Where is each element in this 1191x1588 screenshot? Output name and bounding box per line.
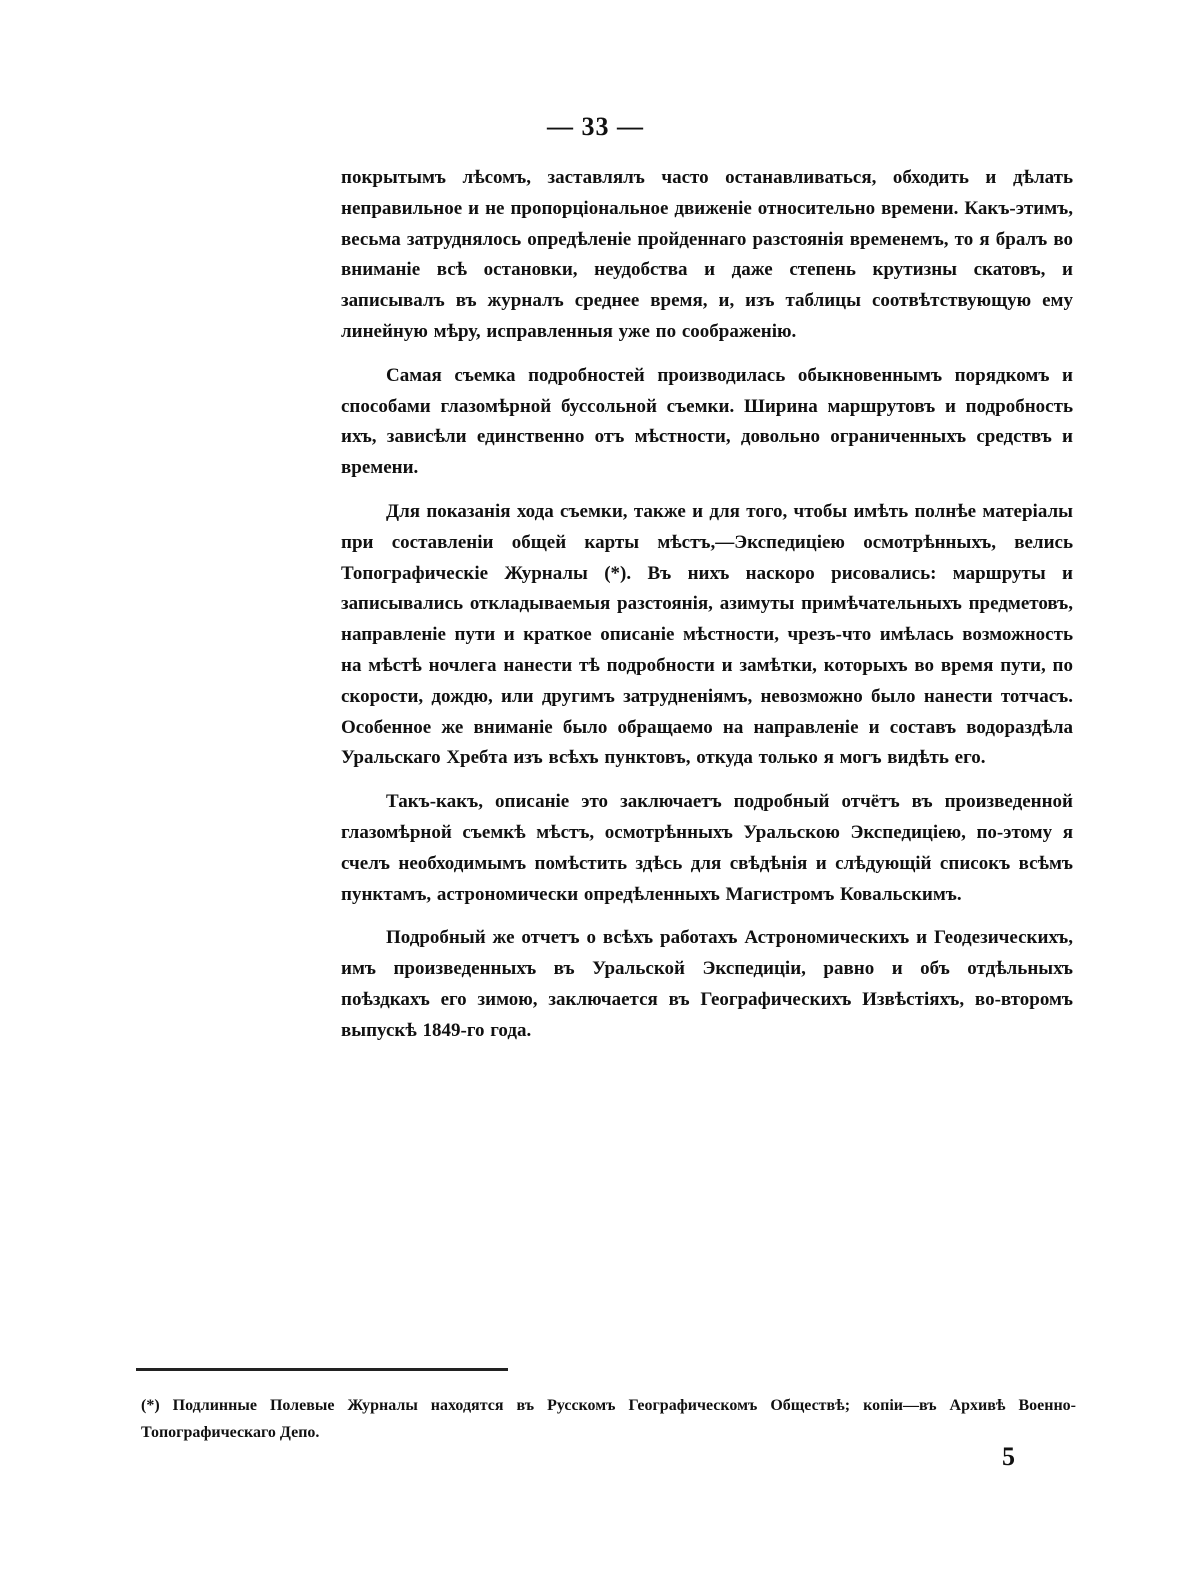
paragraph-survey-method: Самая съемка подробностей производилась обыкновеннымъ порядкомъ и способами глазомѣрной буссольной съемки. Ширина маршрутовъ и подробность ихъ, зависѣли единственно отъ мѣстности, довольно ограниченныхъ средствъ и времени. bbox=[341, 364, 1073, 479]
paragraph-astronomical-report: Подробный же отчетъ о всѣхъ работахъ Астрономическихъ и Геодезическихъ, имъ произведенныхъ въ Уральской Экспедиціи, равно и объ отдѣльныхъ поѣздкахъ его зимою, заключается въ Географическихъ Извѣстіяхъ, во-второмъ выпускѣ 1849-го года. bbox=[341, 927, 1073, 1041]
paragraph-continuation: покрытымъ лѣсомъ, заставлялъ часто останавливаться, обходить и дѣлать неправильное и не пропорціональное движеніе относительно времени. Какъ-этимъ, весьма затруднялось опредѣленіе пройденнаго разстоянія временемъ, то я бралъ во вниманіе всѣ остановки, неудобства и даже степень крутизны скатовъ, и записывалъ въ журналъ среднее время, и, изъ таблицы соотвѣтствующую ему линейную мѣру, исправленныя уже по соображенію. bbox=[341, 167, 1073, 342]
paragraph-topographic-journals: Для показанія хода съемки, также и для того, чтобы имѣть полнѣе матеріалы при составленіи общей карты мѣстъ,—Экспедиціею осмотрѣнныхъ, велись Топографическіе Журналы (*). Въ нихъ наскоро рисовались: маршруты и записывались откладываемыя разстоянія, азимуты примѣчательныхъ предметовъ, направленіе пути и краткое описаніе мѣстности, чрезъ-что имѣлась возможность на мѣстѣ ночлега нанести тѣ подробности и замѣтки, которыхъ во время пути, по скорости, дождю, или другимъ затрудненіямъ, невозможно было нанести тотчасъ. Особенное же вниманіе было обращаемо на направленіе и составъ водораздѣла Уральскаго Хребта изъ всѣхъ пунктовъ, откуда только я могъ видѣть его. bbox=[341, 500, 1073, 769]
footnote: (*) Подлинные Полевые Журналы находятся въ Русскомъ Географическомъ Обществѣ; копіи—въ Архивѣ Военно-Топографическаго Депо. bbox=[141, 1397, 1076, 1441]
signature-mark: 5 bbox=[1002, 1442, 1015, 1471]
body-text bbox=[341, 163, 1073, 1060]
page-number: — 33 — bbox=[547, 112, 644, 141]
footnote-divider bbox=[136, 1368, 508, 1371]
paragraph-points-list: Такъ-какъ, описаніе это заключаетъ подробный отчётъ въ произведенной глазомѣрной съемкѣ мѣстъ, осмотрѣнныхъ Уральскою Экспедиціею, по-этому я счелъ необходимымъ помѣстить здѣсь для свѣдѣнія и слѣдующій списокъ всѣмъ пунктамъ, астрономически опредѣленныхъ Магистромъ Ковальскимъ. bbox=[341, 791, 1073, 905]
